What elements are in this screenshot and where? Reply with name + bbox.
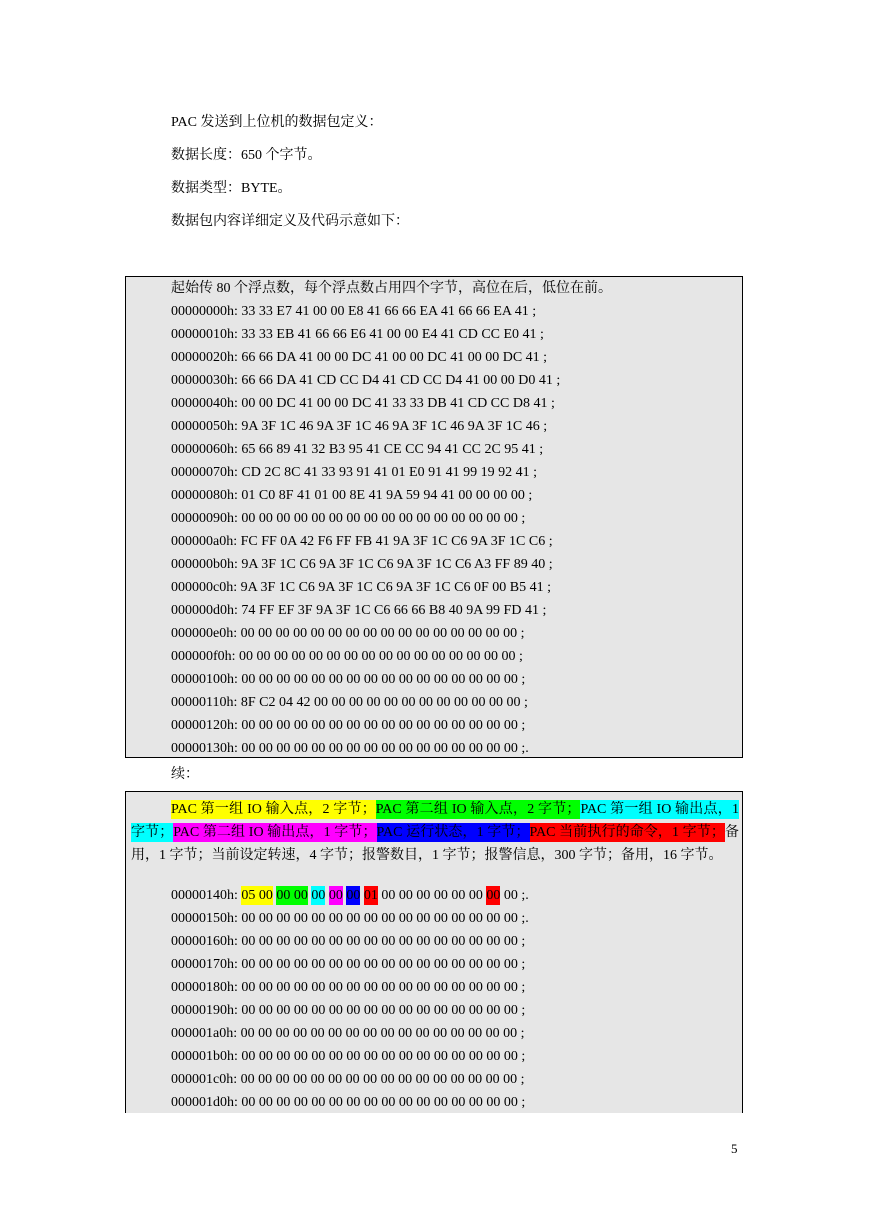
hex-row: 000001d0h: 00 00 00 00 00 00 00 00 00 00 00 00 00 00 00 00 ; <box>171 1095 526 1110</box>
hex-row: 00000110h: 8F C2 04 42 00 00 00 00 00 00 00 00 00 00 00 00 ; <box>171 695 528 710</box>
hex-byte-red-marker: 00 <box>486 888 501 903</box>
hex-row: 00000130h: 00 00 00 00 00 00 00 00 00 00 00 00 00 00 00 00 ;. <box>171 741 529 756</box>
hex-row: 00000100h: 00 00 00 00 00 00 00 00 00 00 00 00 00 00 00 00 ; <box>171 672 526 687</box>
intro-line-2: 数据长度：650 个字节。 <box>171 148 322 163</box>
intro-line-3: 数据类型：BYTE。 <box>171 181 292 196</box>
float-data-box <box>125 276 743 758</box>
desc-output-group-2: PAC 第二组 IO 输出点，1 字节； <box>173 825 377 840</box>
hex-bytes-input-2: 00 00 <box>276 888 308 903</box>
hex-row: 00000000h: 33 33 E7 41 00 00 E8 41 66 66 EA 41 66 66 EA 41 ; <box>171 304 537 319</box>
hex-row-highlighted <box>171 888 529 904</box>
desc-rest: 备用，1 字节；当前设定转速，4 字节；报警数目，1 字节；报警信息，300 字节；备用，16 字节。 <box>131 825 740 863</box>
hex-row: 00000010h: 33 33 EB 41 66 66 E6 41 00 00 E4 41 CD CC E0 41 ; <box>171 327 544 342</box>
hex-row: 00000070h: CD 2C 8C 41 33 93 91 41 01 E0 91 41 99 19 92 41 ; <box>171 465 537 480</box>
hex-row: 00000150h: 00 00 00 00 00 00 00 00 00 00 00 00 00 00 00 00 ;. <box>171 911 529 926</box>
hex-row: 00000160h: 00 00 00 00 00 00 00 00 00 00 00 00 00 00 00 00 ; <box>171 934 526 949</box>
hex-byte-output-1: 00 <box>311 888 326 903</box>
hex-row: 00000050h: 9A 3F 1C 46 9A 3F 1C 46 9A 3F 1C 46 9A 3F 1C 46 ; <box>171 419 548 434</box>
page-number: 5 <box>731 1141 738 1156</box>
hex-row: 00000120h: 00 00 00 00 00 00 00 00 00 00 00 00 00 00 00 00 ; <box>171 718 526 733</box>
desc-input-group-1: PAC 第一组 IO 输入点，2 字节； <box>171 802 376 817</box>
hex-row: 000001b0h: 00 00 00 00 00 00 00 00 00 00 00 00 00 00 00 00 ; <box>171 1049 526 1064</box>
hex-row: 00000190h: 00 00 00 00 00 00 00 00 00 00 00 00 00 00 00 00 ; <box>171 1003 526 1018</box>
field-description <box>131 798 739 867</box>
hex-row: 000001a0h: 00 00 00 00 00 00 00 00 00 00 00 00 00 00 00 00 ; <box>171 1026 525 1041</box>
desc-output-group-1: PAC 第一组 IO 输出点，1 字节； <box>131 802 739 840</box>
hex-row: 000000b0h: 9A 3F 1C C6 9A 3F 1C C6 9A 3F 1C C6 A3 FF 89 40 ; <box>171 557 553 572</box>
hex-row: 000000c0h: 9A 3F 1C C6 9A 3F 1C C6 9A 3F 1C C6 0F 00 B5 41 ; <box>171 580 552 595</box>
hex-byte-run-state: 00 <box>346 888 361 903</box>
hex-row: 00000060h: 65 66 89 41 32 B3 95 41 CE CC 94 41 CC 2C 95 41 ; <box>171 442 544 457</box>
hex-byte-output-2: 00 <box>328 888 343 903</box>
hex-bytes-input-1: 05 00 <box>241 888 273 903</box>
hex-row: 00000080h: 01 C0 8F 41 01 00 8E 41 9A 59 94 41 00 00 00 00 ; <box>171 488 533 503</box>
intro-line-1: PAC 发送到上位机的数据包定义： <box>171 115 383 130</box>
hex-row: 000000d0h: 74 FF EF 3F 9A 3F 1C C6 66 66 B8 40 9A 99 FD 41 ; <box>171 603 547 618</box>
io-data-box <box>125 791 743 1113</box>
hex-byte-command: 01 <box>363 888 378 903</box>
hex-row: 00000170h: 00 00 00 00 00 00 00 00 00 00 00 00 00 00 00 00 ; <box>171 957 526 972</box>
hex-row: 000001c0h: 00 00 00 00 00 00 00 00 00 00 00 00 00 00 00 00 ; <box>171 1072 525 1087</box>
hex-row: 000000f0h: 00 00 00 00 00 00 00 00 00 00 00 00 00 00 00 00 ; <box>171 649 523 664</box>
box1-heading: 起始传 80 个浮点数，每个浮点数占用四个字节，高位在后，低位在前。 <box>171 281 612 296</box>
hex-row: 00000020h: 66 66 DA 41 00 00 DC 41 00 00 DC 41 00 00 DC 41 ; <box>171 350 548 365</box>
desc-run-state: PAC 运行状态，1 字节； <box>376 825 530 840</box>
desc-current-command: PAC 当前执行的命令，1 字节； <box>529 825 725 840</box>
hex-address: 00000140h: <box>171 888 242 903</box>
desc-input-group-2: PAC 第二组 IO 输入点，2 字节； <box>375 802 581 817</box>
hex-row-tail: 00 ;. <box>503 888 529 903</box>
hex-row: 00000090h: 00 00 00 00 00 00 00 00 00 00 00 00 00 00 00 00 ; <box>171 511 526 526</box>
hex-bytes-plain: 00 00 00 00 00 00 <box>381 888 483 903</box>
continued-label: 续： <box>171 767 199 782</box>
hex-row: 00000040h: 00 00 DC 41 00 00 DC 41 33 33 DB 41 CD CC D8 41 ; <box>171 396 555 411</box>
hex-row: 00000180h: 00 00 00 00 00 00 00 00 00 00 00 00 00 00 00 00 ; <box>171 980 526 995</box>
hex-row: 00000030h: 66 66 DA 41 CD CC D4 41 CD CC D4 41 00 00 D0 41 ; <box>171 373 561 388</box>
hex-row: 000000e0h: 00 00 00 00 00 00 00 00 00 00 00 00 00 00 00 00 ; <box>171 626 525 641</box>
intro-line-4: 数据包内容详细定义及代码示意如下： <box>171 214 409 229</box>
hex-row: 000000a0h: FC FF 0A 42 F6 FF FB 41 9A 3F 1C C6 9A 3F 1C C6 ; <box>171 534 553 549</box>
